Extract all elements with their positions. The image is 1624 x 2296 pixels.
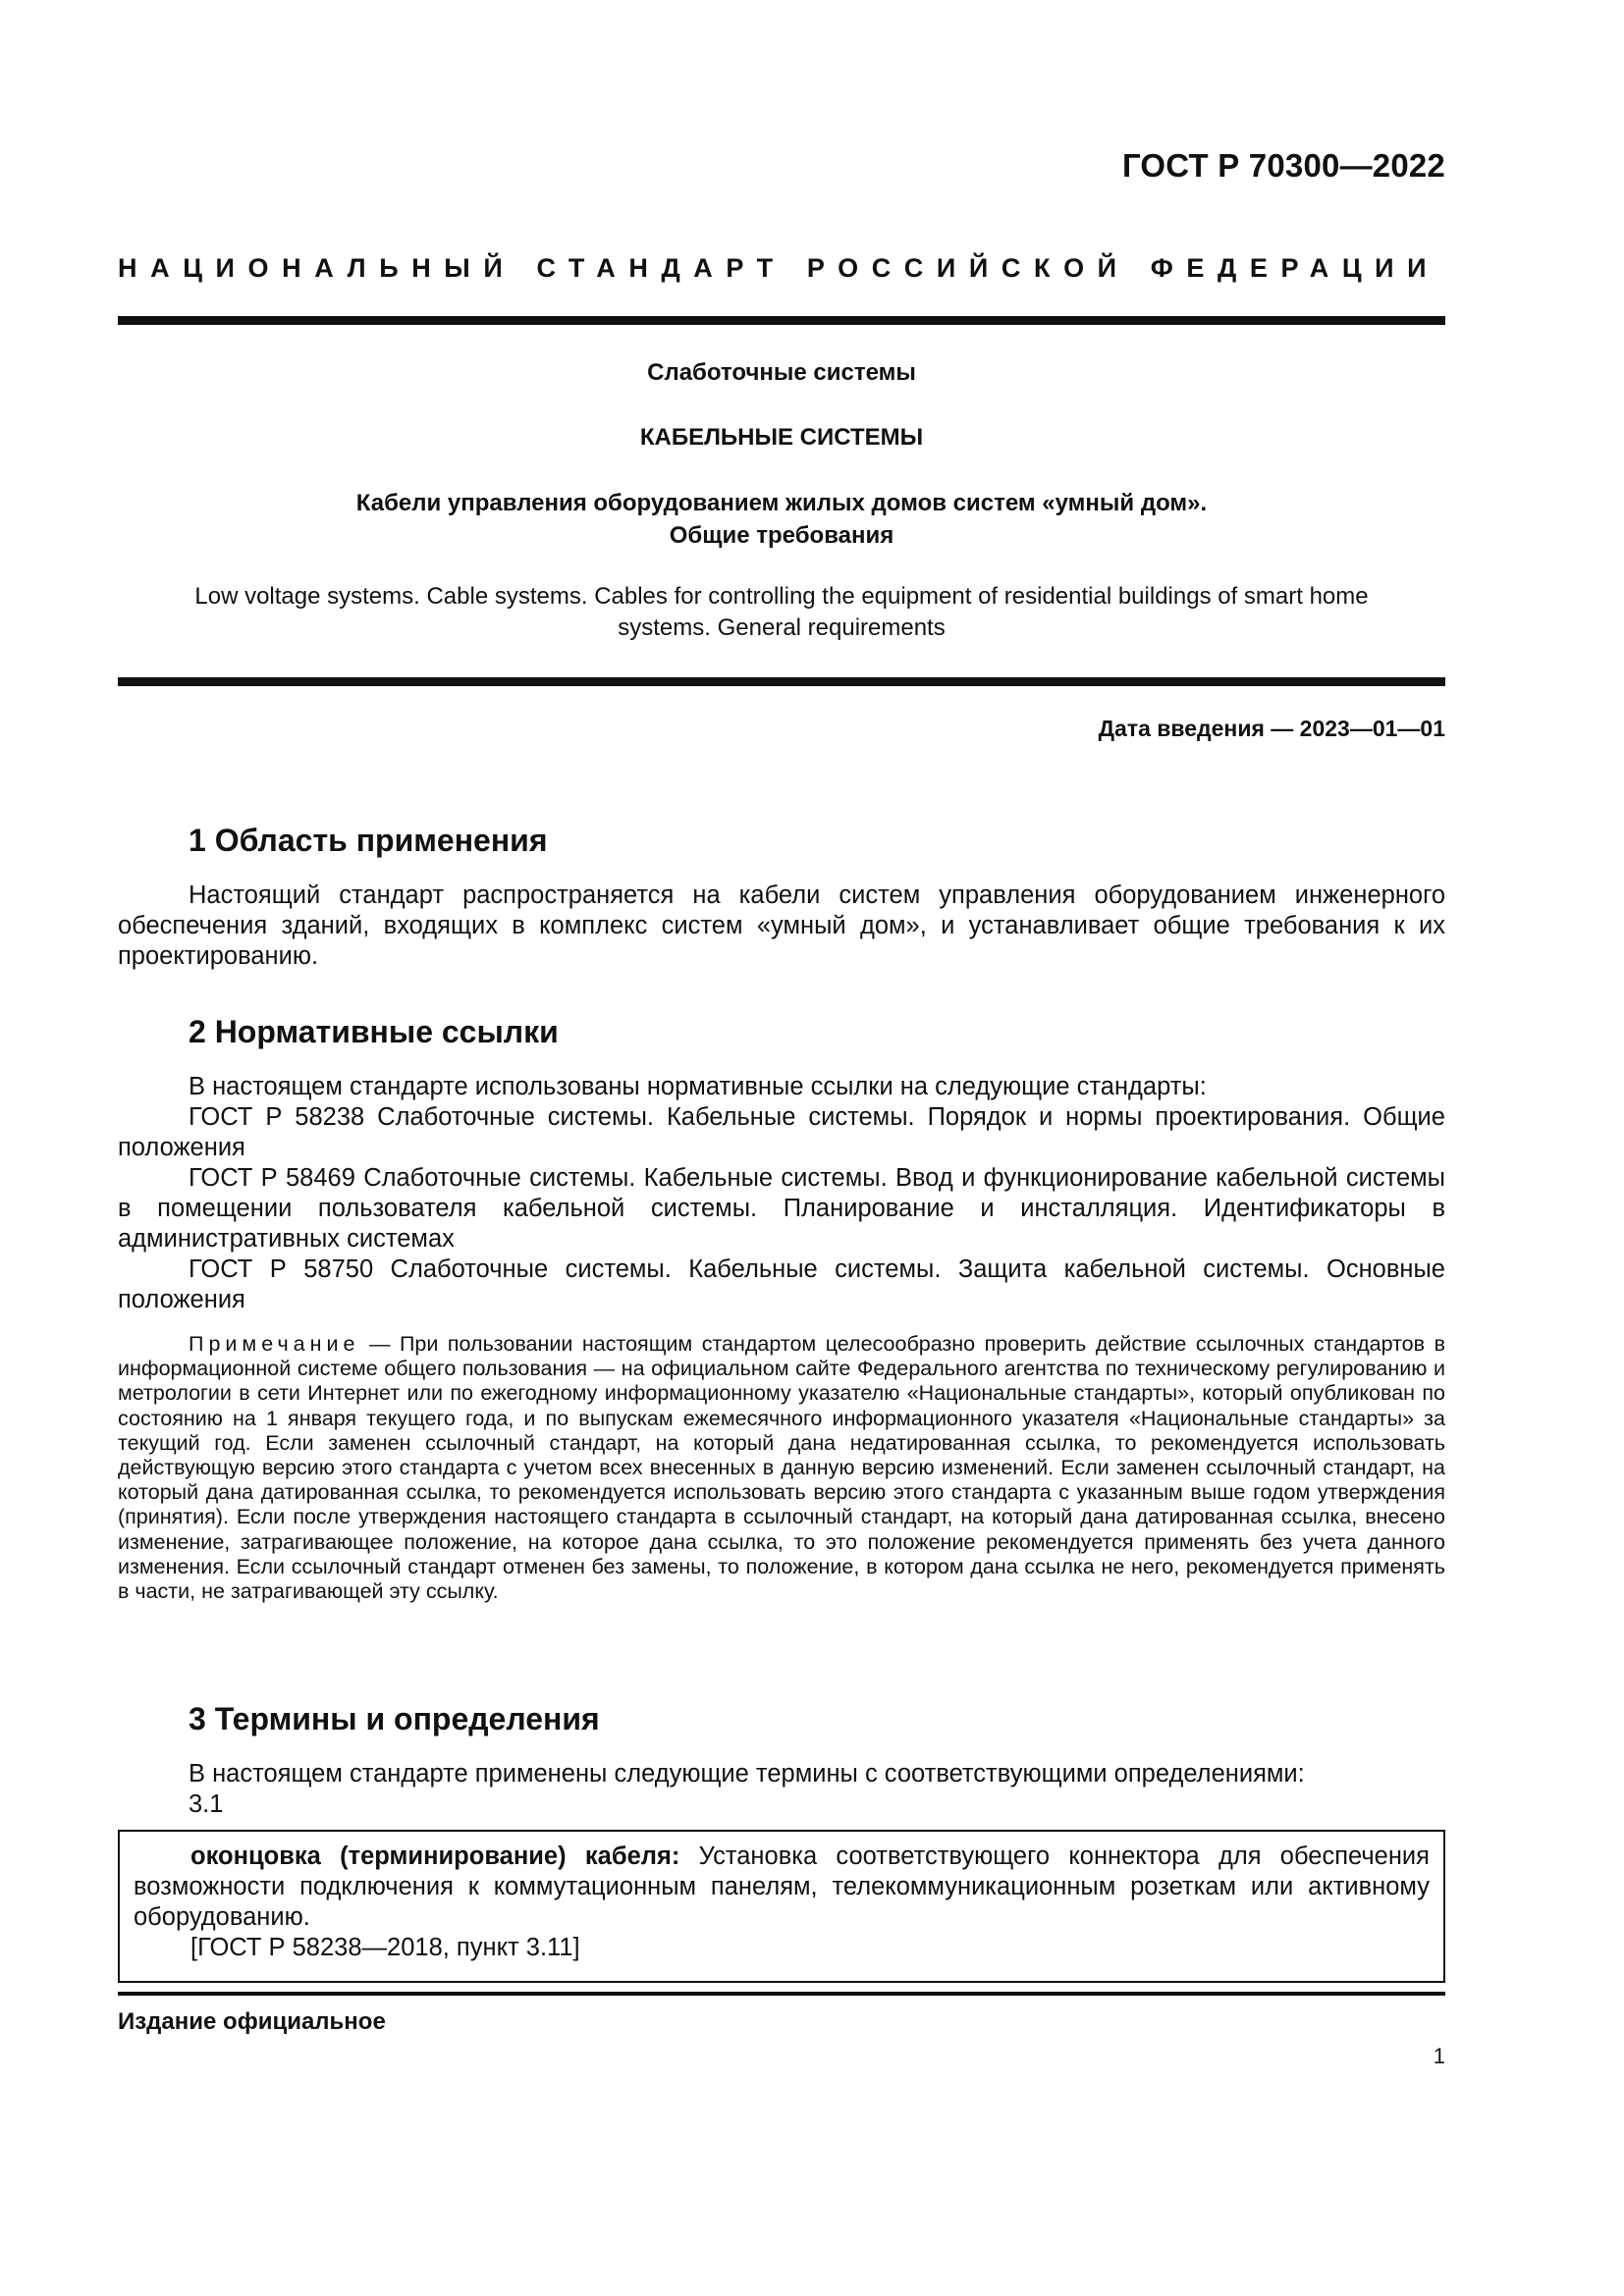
term-definition — [134, 1842, 1430, 1933]
title-main: КАБЕЛЬНЫЕ СИСТЕМЫ — [639, 424, 924, 451]
header-divider — [118, 316, 1445, 325]
section-3-intro: В настоящем стандарте применены следующие термины с соответствующими определениями: — [189, 1760, 1305, 1788]
introduction-date: Дата введения — 2023—01—01 — [1098, 716, 1445, 741]
section-3-heading: 3 Термины и определения — [189, 1701, 600, 1736]
normative-ref-3: ГОСТ Р 58750 Слаботочные системы. Кабельные системы. Защита кабельной системы. Основные положения — [118, 1255, 1445, 1313]
note-text: — При пользовании настоящим стандартом целесообразно проверить действие ссылочных стандартов в информационной системе общего пользования — на официальном сайте Федерального агентства по техническому регулированию и метрологии в сети Интернет или по ежегодному информационному указателю «Национальные стандарты», который опубликован по состоянию на 1 января текущего года, и по выпускам ежемесячного информационного указателя «Национальные стандарты» за текущий год. Если заменен ссылочный стандарт, на который дана недатированная ссылка, то рекомендуется использовать действующую версию этого стандарта с учетом всех внесенных в данную версию изменений. Если заменен ссылочный стандарт, на который дана датированная ссылка, то рекомендуется использовать версию этого стандарта с указанным выше годом утверждения (принятия). Если после утверждения настоящего стандарта в ссылочный стандарт, на который дана датированная ссылка, внесено изменение, затрагивающее положение, на которое дана ссылка, то это положение рекомендуется применять без учета данного изменения. Если ссылочный стандарт отменен без замены, то положение, в котором дана ссылка не него, рекомендуется применять в части, не затрагивающей эту ссылку. — [118, 1332, 1445, 1604]
title-subject — [118, 487, 1445, 552]
section-1-heading: 1 Область применения — [189, 823, 548, 858]
note-label: Примечание — [189, 1332, 360, 1356]
standard-code: ГОСТ Р 70300—2022 — [1121, 147, 1445, 184]
official-edition-label: Издание официальное — [118, 2008, 386, 2035]
normative-ref-1: ГОСТ Р 58238 Слаботочные системы. Кабельные системы. Порядок и нормы проектирования. Общие положения — [118, 1103, 1445, 1161]
section-2-intro: В настоящем стандарте использованы нормативные ссылки на следующие стандарты: — [189, 1073, 1207, 1100]
title-divider — [118, 677, 1445, 686]
footer-divider — [118, 1992, 1445, 1996]
section-1-text: Настоящий стандарт распространяется на кабели систем управления оборудованием инженерного обеспечения зданий, входящих в комплекс систем «умный дом», и устанавливает общие требования к их проектированию. — [118, 881, 1445, 970]
reference-note — [118, 1332, 1445, 1604]
term-name: оконцовка (терминирование) кабеля: — [190, 1842, 680, 1870]
title-category: Слаботочные системы — [647, 359, 916, 386]
normative-ref-2: ГОСТ Р 58469 Слаботочные системы. Кабельные системы. Ввод и функционирование кабельной системы в помещении пользователя кабельной системы. Планирование и инсталляция. Идентификаторы в административных системах — [118, 1164, 1445, 1253]
section-2-heading: 2 Нормативные ссылки — [189, 1014, 559, 1049]
term-source: [ГОСТ Р 58238—2018, пункт 3.11] — [190, 1934, 580, 1961]
term-definition-box — [118, 1830, 1445, 1983]
title-english: Low voltage systems. Cable systems. Cables for controlling the equipment of residential buildings of smart home systems. General requirements — [194, 583, 1369, 641]
page-number: 1 — [1433, 2044, 1445, 2068]
term-definition-text: Установка соответствующего коннектора для обеспечения возможности подключения к коммутационным панелям, телекоммуникационным розеткам или активному оборудованию. — [134, 1842, 1430, 1931]
term-number: 3.1 — [189, 1790, 224, 1818]
title-subject-line1: Кабели управления оборудованием жилых домов систем «умный дом». — [355, 490, 1208, 516]
title-subject-line2: Общие требования — [669, 522, 894, 549]
standard-banner: НАЦИОНАЛЬНЫЙ СТАНДАРТ РОССИЙСКОЙ ФЕДЕРАЦИИ — [118, 253, 1440, 283]
